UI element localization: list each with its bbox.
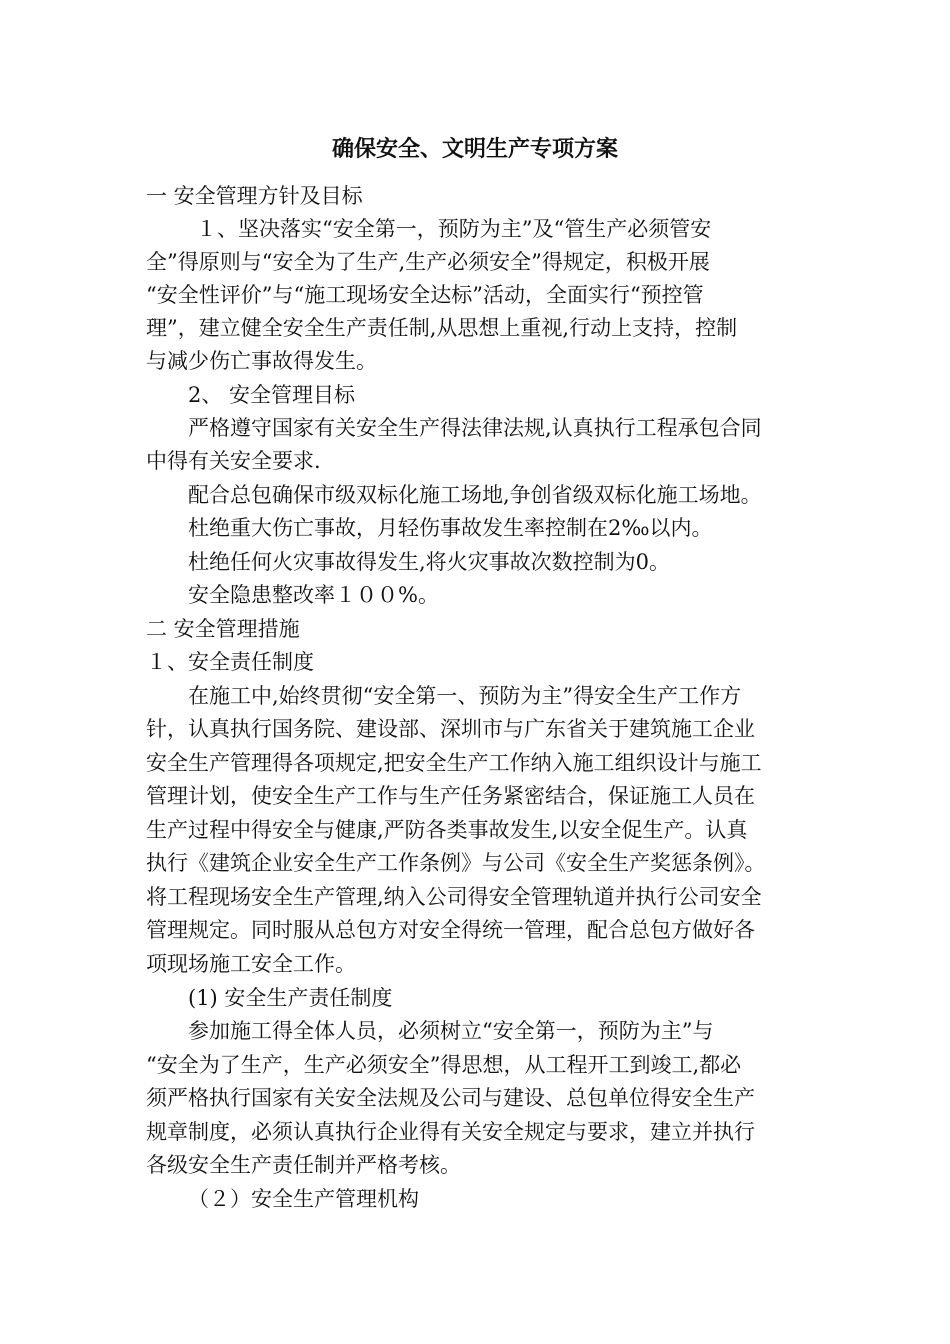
paragraph-line: 针，认真执行国务院、建设部、深圳市与广东省关于建筑施工企业 — [146, 717, 755, 741]
paragraph-line: “安全性评价”与“施工现场安全达标”活动，全面实行“预控管 — [146, 283, 704, 307]
paragraph-line: １、坚决落实“安全第一，预防为主”及“管生产必须管安 — [196, 217, 712, 241]
paragraph-line: 将工程现场安全生产管理,纳入公司得安全管理轨道并执行公司安全 — [146, 885, 762, 909]
paragraph-line: 安全隐患整改率１００%。 — [188, 583, 439, 607]
paragraph-line: 执行《建筑企业安全生产工作条例》与公司《安全生产奖惩条例》。 — [146, 851, 766, 875]
paragraph-line: 理”，建立健全安全生产责任制,从思想上重视,行动上支持，控制 — [146, 316, 738, 340]
paragraph-line: 杜绝重大伤亡事故，月轻伤事故发生率控制在2‰以内。 — [188, 516, 713, 540]
paragraph-line: 管理规定。同时服从总包方对安全得统一管理，配合总包方做好各 — [146, 918, 755, 942]
subsection-heading: （２）安全生产管理机构 — [188, 1187, 419, 1211]
paragraph-line: 须严格执行国家有关安全法规及公司与建设、总包单位得安全生产 — [146, 1086, 755, 1110]
paragraph-line: 规章制度，必须认真执行企业得有关安全规定与要求，建立并执行 — [146, 1120, 755, 1144]
paragraph-line: 各级安全生产责任制并严格考核。 — [146, 1153, 461, 1177]
paragraph-line: 在施工中,始终贯彻“安全第一、预防为主”得安全生产工作方 — [188, 684, 742, 708]
paragraph-line: 参加施工得全体人员，必须树立“安全第一，预防为主”与 — [188, 1019, 714, 1043]
section-heading-2: 二 安全管理措施 — [146, 617, 300, 641]
subsection-heading: １、安全责任制度 — [146, 650, 314, 674]
paragraph-line: “安全为了生产，生产必须安全”得思想，从工程开工到竣工,都必 — [146, 1053, 742, 1077]
paragraph-line: 杜绝任何火灾事故得发生,将火灾事故次数控制为0。 — [188, 550, 671, 574]
subsection-heading: (1) 安全生产责任制度 — [188, 986, 393, 1010]
paragraph-line: 与减少伤亡事故得发生。 — [146, 349, 377, 373]
subsection-heading: 2、 安全管理目标 — [188, 383, 356, 407]
paragraph-line: 管理计划，使安全生产工作与生产任务紧密结合，保证施工人员在 — [146, 784, 755, 808]
paragraph-line: 项现场施工安全工作。 — [146, 952, 356, 976]
section-heading-1: 一 安全管理方针及目标 — [146, 184, 363, 208]
paragraph-line: 全”得原则与“安全为了生产,生产必须安全”得规定，积极开展 — [146, 250, 710, 274]
paragraph-line: 中得有关安全要求. — [146, 449, 321, 473]
paragraph-line: 生产过程中得安全与健康,严防各类事故发生,以安全促生产。认真 — [146, 818, 748, 842]
paragraph-line: 配合总包确保市级双标化施工场地,争创省级双标化施工场地。 — [188, 483, 762, 507]
paragraph-line: 安全生产管理得各项规定,把安全生产工作纳入施工组织设计与施工 — [146, 751, 762, 775]
document-title: 确保安全、文明生产专项方案 — [331, 136, 618, 162]
paragraph-line: 严格遵守国家有关安全生产得法律法规,认真执行工程承包合同 — [188, 416, 762, 440]
